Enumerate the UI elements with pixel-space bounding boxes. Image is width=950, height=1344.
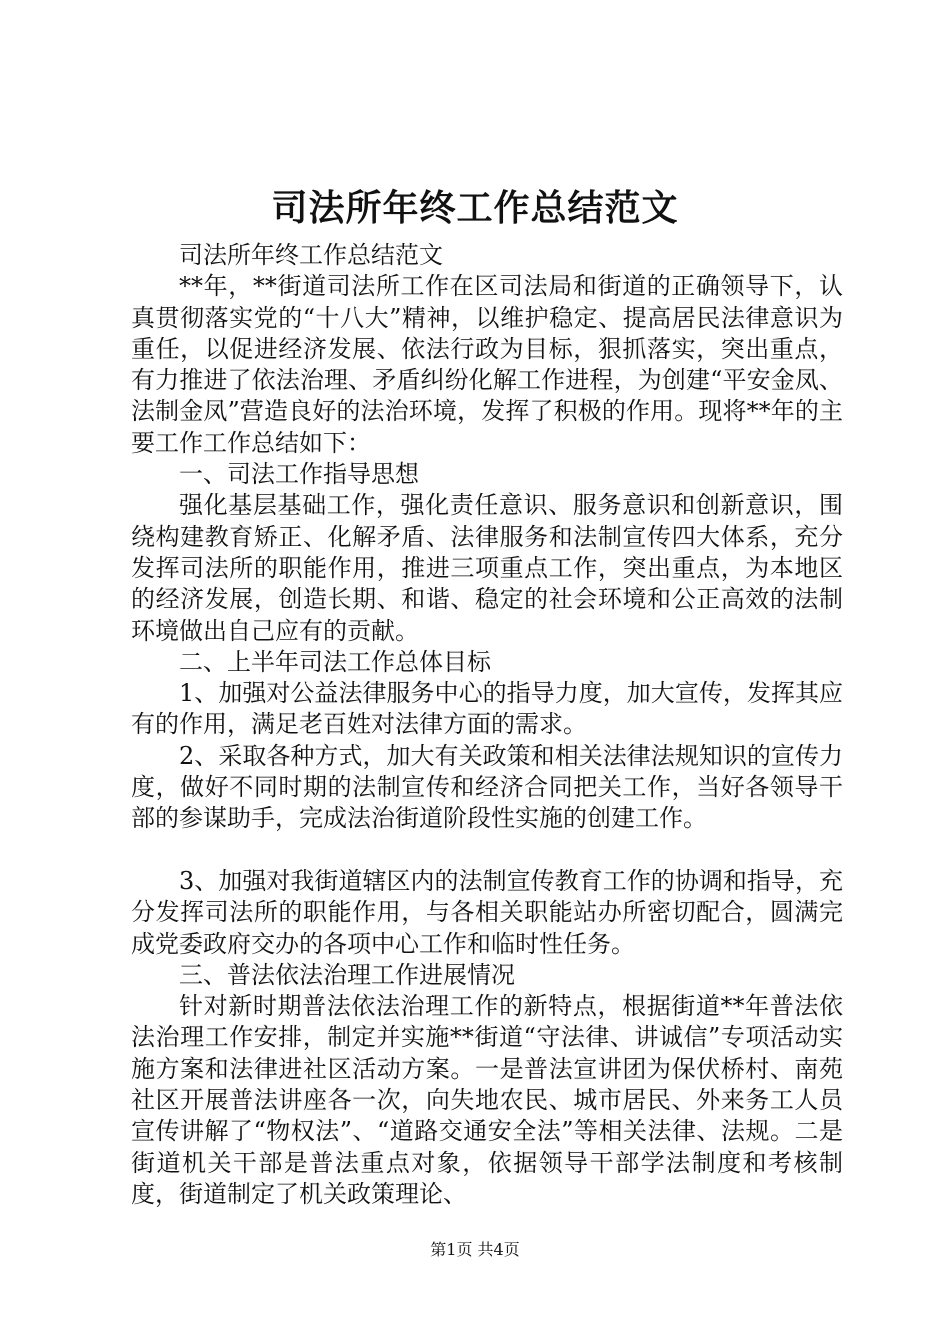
section-heading-1: 一、司法工作指导思想 [179,460,419,489]
section-heading-3: 三、普法依法治理工作进展情况 [179,960,515,989]
section-3-paragraph: 针对新时期普法依法治理工作的新特点，根据街道**年普法依法治理工作安排，制定并实施**街道“守法律、讲诚信”专项活动实施方案和法律进社区活动方案。一是普法宣讲团为保伏桥村、南苑社区开展普法讲座各一次，向失地农民、城市居民、外来务工人员宣传讲解了“物权法”、“道路交通安全法”等相关法律、法规。二是街道机关干部是普法重点对象，依据领导干部学法制度和考核制度，街道制定了机关政策理论、 [131,992,843,1208]
goal-item-2: 2、采取各种方式，加大有关政策和相关法律法规知识的宣传力度，做好不同时期的法制宣传和经济合同把关工作，当好各领导干部的参谋助手，完成法治街道阶段性实施的创建工作。 [131,741,843,833]
section-1-paragraph: 强化基层基础工作，强化责任意识、服务意识和创新意识，围绕构建教育矫正、化解矛盾、法律服务和法制宣传四大体系，充分发挥司法所的职能作用，推进三项重点工作，突出重点，为本地区的经济发展，创造长期、和谐、稳定的社会环境和公正高效的法制环境做出自己应有的贡献。 [131,491,843,645]
section-heading-2: 二、上半年司法工作总体目标 [179,647,491,676]
document-title: 司法所年终工作总结范文 [271,187,679,229]
goal-item-3: 3、加强对我街道辖区内的法制宣传教育工作的协调和指导，充分发挥司法所的职能作用，与各相关职能站办所密切配合，圆满完成党委政府交办的各项中心工作和临时性任务。 [131,866,843,958]
intro-paragraph: **年，**街道司法所工作在区司法局和街道的正确领导下，认真贯彻落实党的“十八大”精神，以维护稳定、提高居民法律意识为重任，以促进经济发展、依法行政为目标，狠抓落实，突出重点，有力推进了依法治理、矛盾纠纷化解工作进程，为创建“平安金凤、法制金凤”营造良好的法治环境，发挥了积极的作用。现将**年的主要工作工作总结如下： [131,272,843,457]
page-number-footer: 第1页 共4页 [430,1240,520,1259]
subtitle-paragraph: 司法所年终工作总结范文 [179,241,443,269]
goal-item-1: 1、加强对公益法律服务中心的指导力度，加大宣传，发挥其应有的作用，满足老百姓对法律方面的需求。 [131,679,843,739]
document-body [131,240,843,1210]
